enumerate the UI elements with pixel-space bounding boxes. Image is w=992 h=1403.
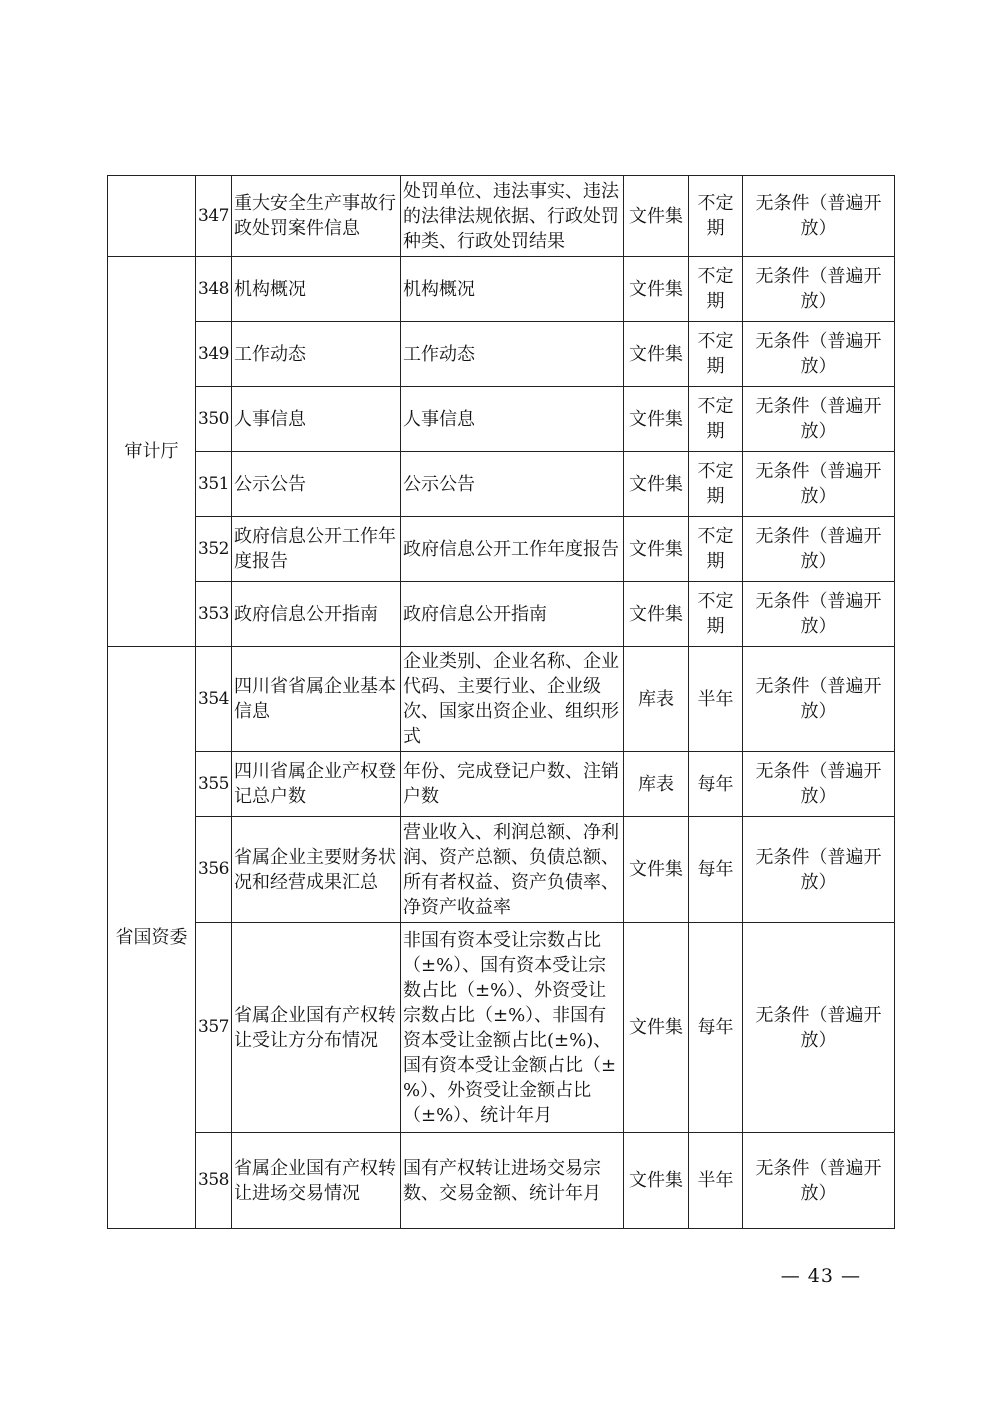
item-name-cell: 政府信息公开工作年度报告 xyxy=(232,517,401,582)
item-number-cell: 353 xyxy=(196,582,232,647)
data-format-cell: 文件集 xyxy=(624,176,689,257)
item-fields-cell: 工作动态 xyxy=(401,322,624,387)
data-format-cell: 文件集 xyxy=(624,817,689,923)
data-format-cell: 文件集 xyxy=(624,322,689,387)
open-type-cell: 无条件（普遍开放） xyxy=(743,176,895,257)
table-row xyxy=(108,452,895,517)
catalog-table-body xyxy=(108,176,895,1229)
update-frequency-cell: 每年 xyxy=(689,752,743,817)
table-row xyxy=(108,387,895,452)
data-format-cell: 文件集 xyxy=(624,1133,689,1229)
open-type-cell: 无条件（普遍开放） xyxy=(743,452,895,517)
item-name-cell: 人事信息 xyxy=(232,387,401,452)
item-name-cell: 省属企业国有产权转让受让方分布情况 xyxy=(232,923,401,1133)
update-frequency-cell: 不定期 xyxy=(689,582,743,647)
item-fields-cell: 人事信息 xyxy=(401,387,624,452)
item-fields-cell: 机构概况 xyxy=(401,257,624,322)
item-number-cell: 355 xyxy=(196,752,232,817)
department-cell xyxy=(108,176,196,257)
update-frequency-cell: 不定期 xyxy=(689,452,743,517)
item-number-cell: 352 xyxy=(196,517,232,582)
item-number-cell: 356 xyxy=(196,817,232,923)
item-fields-cell: 非国有资本受让宗数占比（±%）、国有资本受让宗数占比（±%）、外资受让宗数占比（±%）、非国有资本受让金额占比(±%)、国有资本受让金额占比（±%）、外资受让金额占比（±%）、统计年月 xyxy=(401,923,624,1133)
data-format-cell: 文件集 xyxy=(624,452,689,517)
item-name-cell: 政府信息公开指南 xyxy=(232,582,401,647)
table-row xyxy=(108,257,895,322)
item-number-cell: 351 xyxy=(196,452,232,517)
update-frequency-cell: 每年 xyxy=(689,817,743,923)
data-format-cell: 库表 xyxy=(624,752,689,817)
open-type-cell: 无条件（普遍开放） xyxy=(743,517,895,582)
update-frequency-cell: 不定期 xyxy=(689,387,743,452)
data-format-cell: 文件集 xyxy=(624,517,689,582)
item-name-cell: 省属企业国有产权转让进场交易情况 xyxy=(232,1133,401,1229)
table-row xyxy=(108,817,895,923)
table-row xyxy=(108,1133,895,1229)
item-name-cell: 公示公告 xyxy=(232,452,401,517)
item-fields-cell: 营业收入、利润总额、净利润、资产总额、负债总额、所有者权益、资产负债率、净资产收益率 xyxy=(401,817,624,923)
data-format-cell: 文件集 xyxy=(624,257,689,322)
update-frequency-cell: 每年 xyxy=(689,923,743,1133)
item-number-cell: 358 xyxy=(196,1133,232,1229)
department-cell: 省国资委 xyxy=(108,647,196,1229)
item-fields-cell: 企业类别、企业名称、企业代码、主要行业、企业级次、国家出资企业、组织形式 xyxy=(401,647,624,752)
item-name-cell: 四川省属企业产权登记总户数 xyxy=(232,752,401,817)
table-row xyxy=(108,322,895,387)
update-frequency-cell: 不定期 xyxy=(689,517,743,582)
table-row xyxy=(108,752,895,817)
update-frequency-cell: 不定期 xyxy=(689,176,743,257)
item-fields-cell: 国有产权转让进场交易宗数、交易金额、统计年月 xyxy=(401,1133,624,1229)
table-row xyxy=(108,647,895,752)
update-frequency-cell: 不定期 xyxy=(689,322,743,387)
open-type-cell: 无条件（普遍开放） xyxy=(743,257,895,322)
update-frequency-cell: 半年 xyxy=(689,647,743,752)
data-format-cell: 文件集 xyxy=(624,923,689,1133)
open-type-cell: 无条件（普遍开放） xyxy=(743,647,895,752)
item-fields-cell: 政府信息公开工作年度报告 xyxy=(401,517,624,582)
open-type-cell: 无条件（普遍开放） xyxy=(743,923,895,1133)
item-name-cell: 机构概况 xyxy=(232,257,401,322)
data-format-cell: 文件集 xyxy=(624,582,689,647)
open-type-cell: 无条件（普遍开放） xyxy=(743,752,895,817)
update-frequency-cell: 不定期 xyxy=(689,257,743,322)
item-number-cell: 348 xyxy=(196,257,232,322)
open-type-cell: 无条件（普遍开放） xyxy=(743,817,895,923)
data-format-cell: 文件集 xyxy=(624,387,689,452)
open-type-cell: 无条件（普遍开放） xyxy=(743,322,895,387)
item-number-cell: 357 xyxy=(196,923,232,1133)
item-name-cell: 四川省省属企业基本信息 xyxy=(232,647,401,752)
update-frequency-cell: 半年 xyxy=(689,1133,743,1229)
open-type-cell: 无条件（普遍开放） xyxy=(743,387,895,452)
catalog-table xyxy=(107,175,895,1229)
data-format-cell: 库表 xyxy=(624,647,689,752)
open-type-cell: 无条件（普遍开放） xyxy=(743,582,895,647)
page-number: — 43 — xyxy=(780,1265,861,1287)
department-cell: 审计厅 xyxy=(108,257,196,647)
item-fields-cell: 公示公告 xyxy=(401,452,624,517)
table-row xyxy=(108,517,895,582)
table-row xyxy=(108,176,895,257)
item-name-cell: 省属企业主要财务状况和经营成果汇总 xyxy=(232,817,401,923)
item-number-cell: 349 xyxy=(196,322,232,387)
item-name-cell: 工作动态 xyxy=(232,322,401,387)
open-type-cell: 无条件（普遍开放） xyxy=(743,1133,895,1229)
item-number-cell: 347 xyxy=(196,176,232,257)
item-number-cell: 350 xyxy=(196,387,232,452)
table-row xyxy=(108,582,895,647)
item-fields-cell: 处罚单位、违法事实、违法的法律法规依据、行政处罚种类、行政处罚结果 xyxy=(401,176,624,257)
item-name-cell: 重大安全生产事故行政处罚案件信息 xyxy=(232,176,401,257)
item-fields-cell: 政府信息公开指南 xyxy=(401,582,624,647)
item-number-cell: 354 xyxy=(196,647,232,752)
table-row xyxy=(108,923,895,1133)
item-fields-cell: 年份、完成登记户数、注销户数 xyxy=(401,752,624,817)
